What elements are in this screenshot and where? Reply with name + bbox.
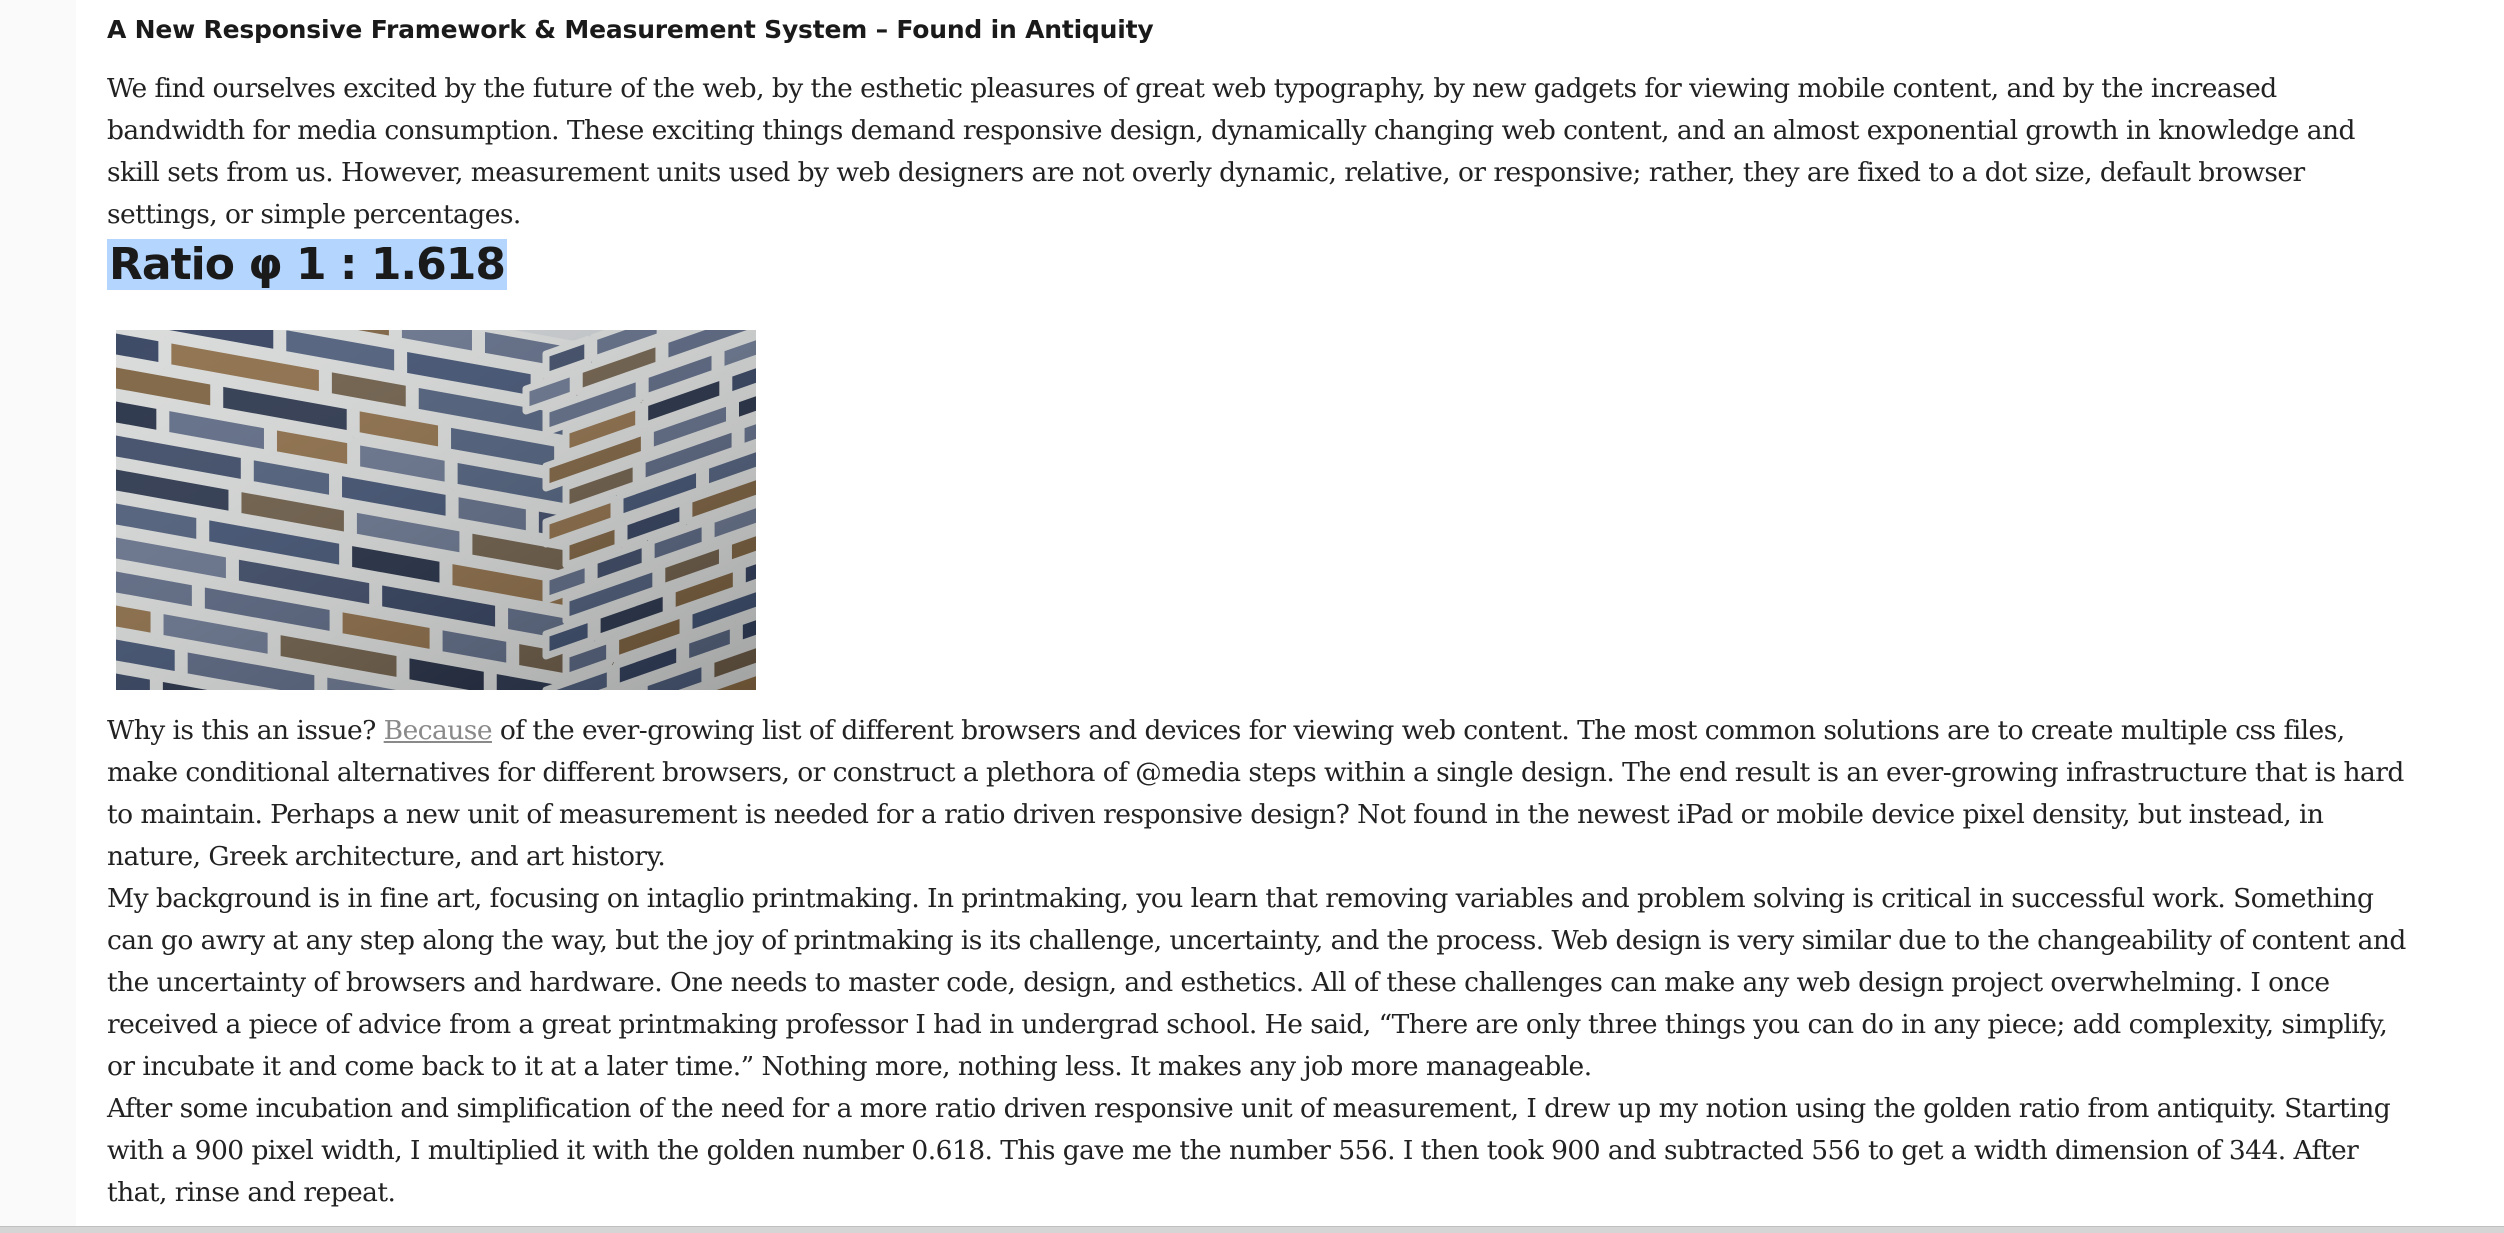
intro-paragraph: We find ourselves excited by the future of the web, by the esthetic pleasures of great web typography, by new gadgets for viewing mobile content, and by the increased bandwidth for media consumption. These exciting things demand responsive design, dynamically changing web content, and an almost exponential growth in knowledge and skill sets from us. However, measurement units used by web designers are not overly dynamic, relative, or responsive; rather, they are fixed to a dot size, default browser settings, or simple percentages.	[107, 73, 2355, 230]
article-title: A New Responsive Framework & Measurement System – Found in Antiquity	[107, 15, 1154, 44]
paragraph-background: My background is in fine art, focusing on intaglio printmaking. In printmaking, you learn that removing variables and problem solving is critical in successful work. Something can go awry at any step along the way, but the joy of printmaking is its challenge, uncertainty, and the process. Web design is very similar due to the changeability of content and the uncertainty of browsers and hardware. One needs to master code, design, and esthetics. All of these challenges can make any web design project overwhelming. I once received a piece of advice from a great printmaking professor I had in undergrad school. He said, “There are only three things you can do in any piece; add complexity, simplify, or incubate it and come back to it at a later time.” Nothing more, nothing less. It makes any job more manageable.	[107, 883, 2406, 1082]
stone-wall-image	[116, 330, 756, 690]
paragraph-why: Why is this an issue? Because of the ever-growing list of different browsers and devices for viewing web content. The most common solutions are to create multiple css files, make conditional alternatives for different browsers, or construct a plethora of @media steps within a single design. The end result is an ever-growing infrastructure that is hard to maintain. Perhaps a new unit of measurement is needed for a ratio driven responsive design? Not found in the newest iPad or mobile device pixel density, but instead, in nature, Greek architecture, and art history.	[107, 715, 2404, 872]
article	[107, 10, 2407, 1214]
section-heading	[107, 236, 2407, 294]
paragraph-incubation: After some incubation and simplification of the need for a more ratio driven responsive unit of measurement, I drew up my notion using the golden ratio from antiquity. Starting with a 900 pixel width, I multiplied it with the golden number 0.618. This gave me the number 556. I then took 900 and subtracted 556 to get a width dimension of 344. After that, rinse and repeat.	[107, 1093, 2391, 1208]
page-left-margin	[0, 0, 76, 1228]
selected-heading-text[interactable]: Ratio φ 1 : 1.618	[109, 239, 505, 290]
because-link[interactable]: Because	[383, 715, 492, 746]
